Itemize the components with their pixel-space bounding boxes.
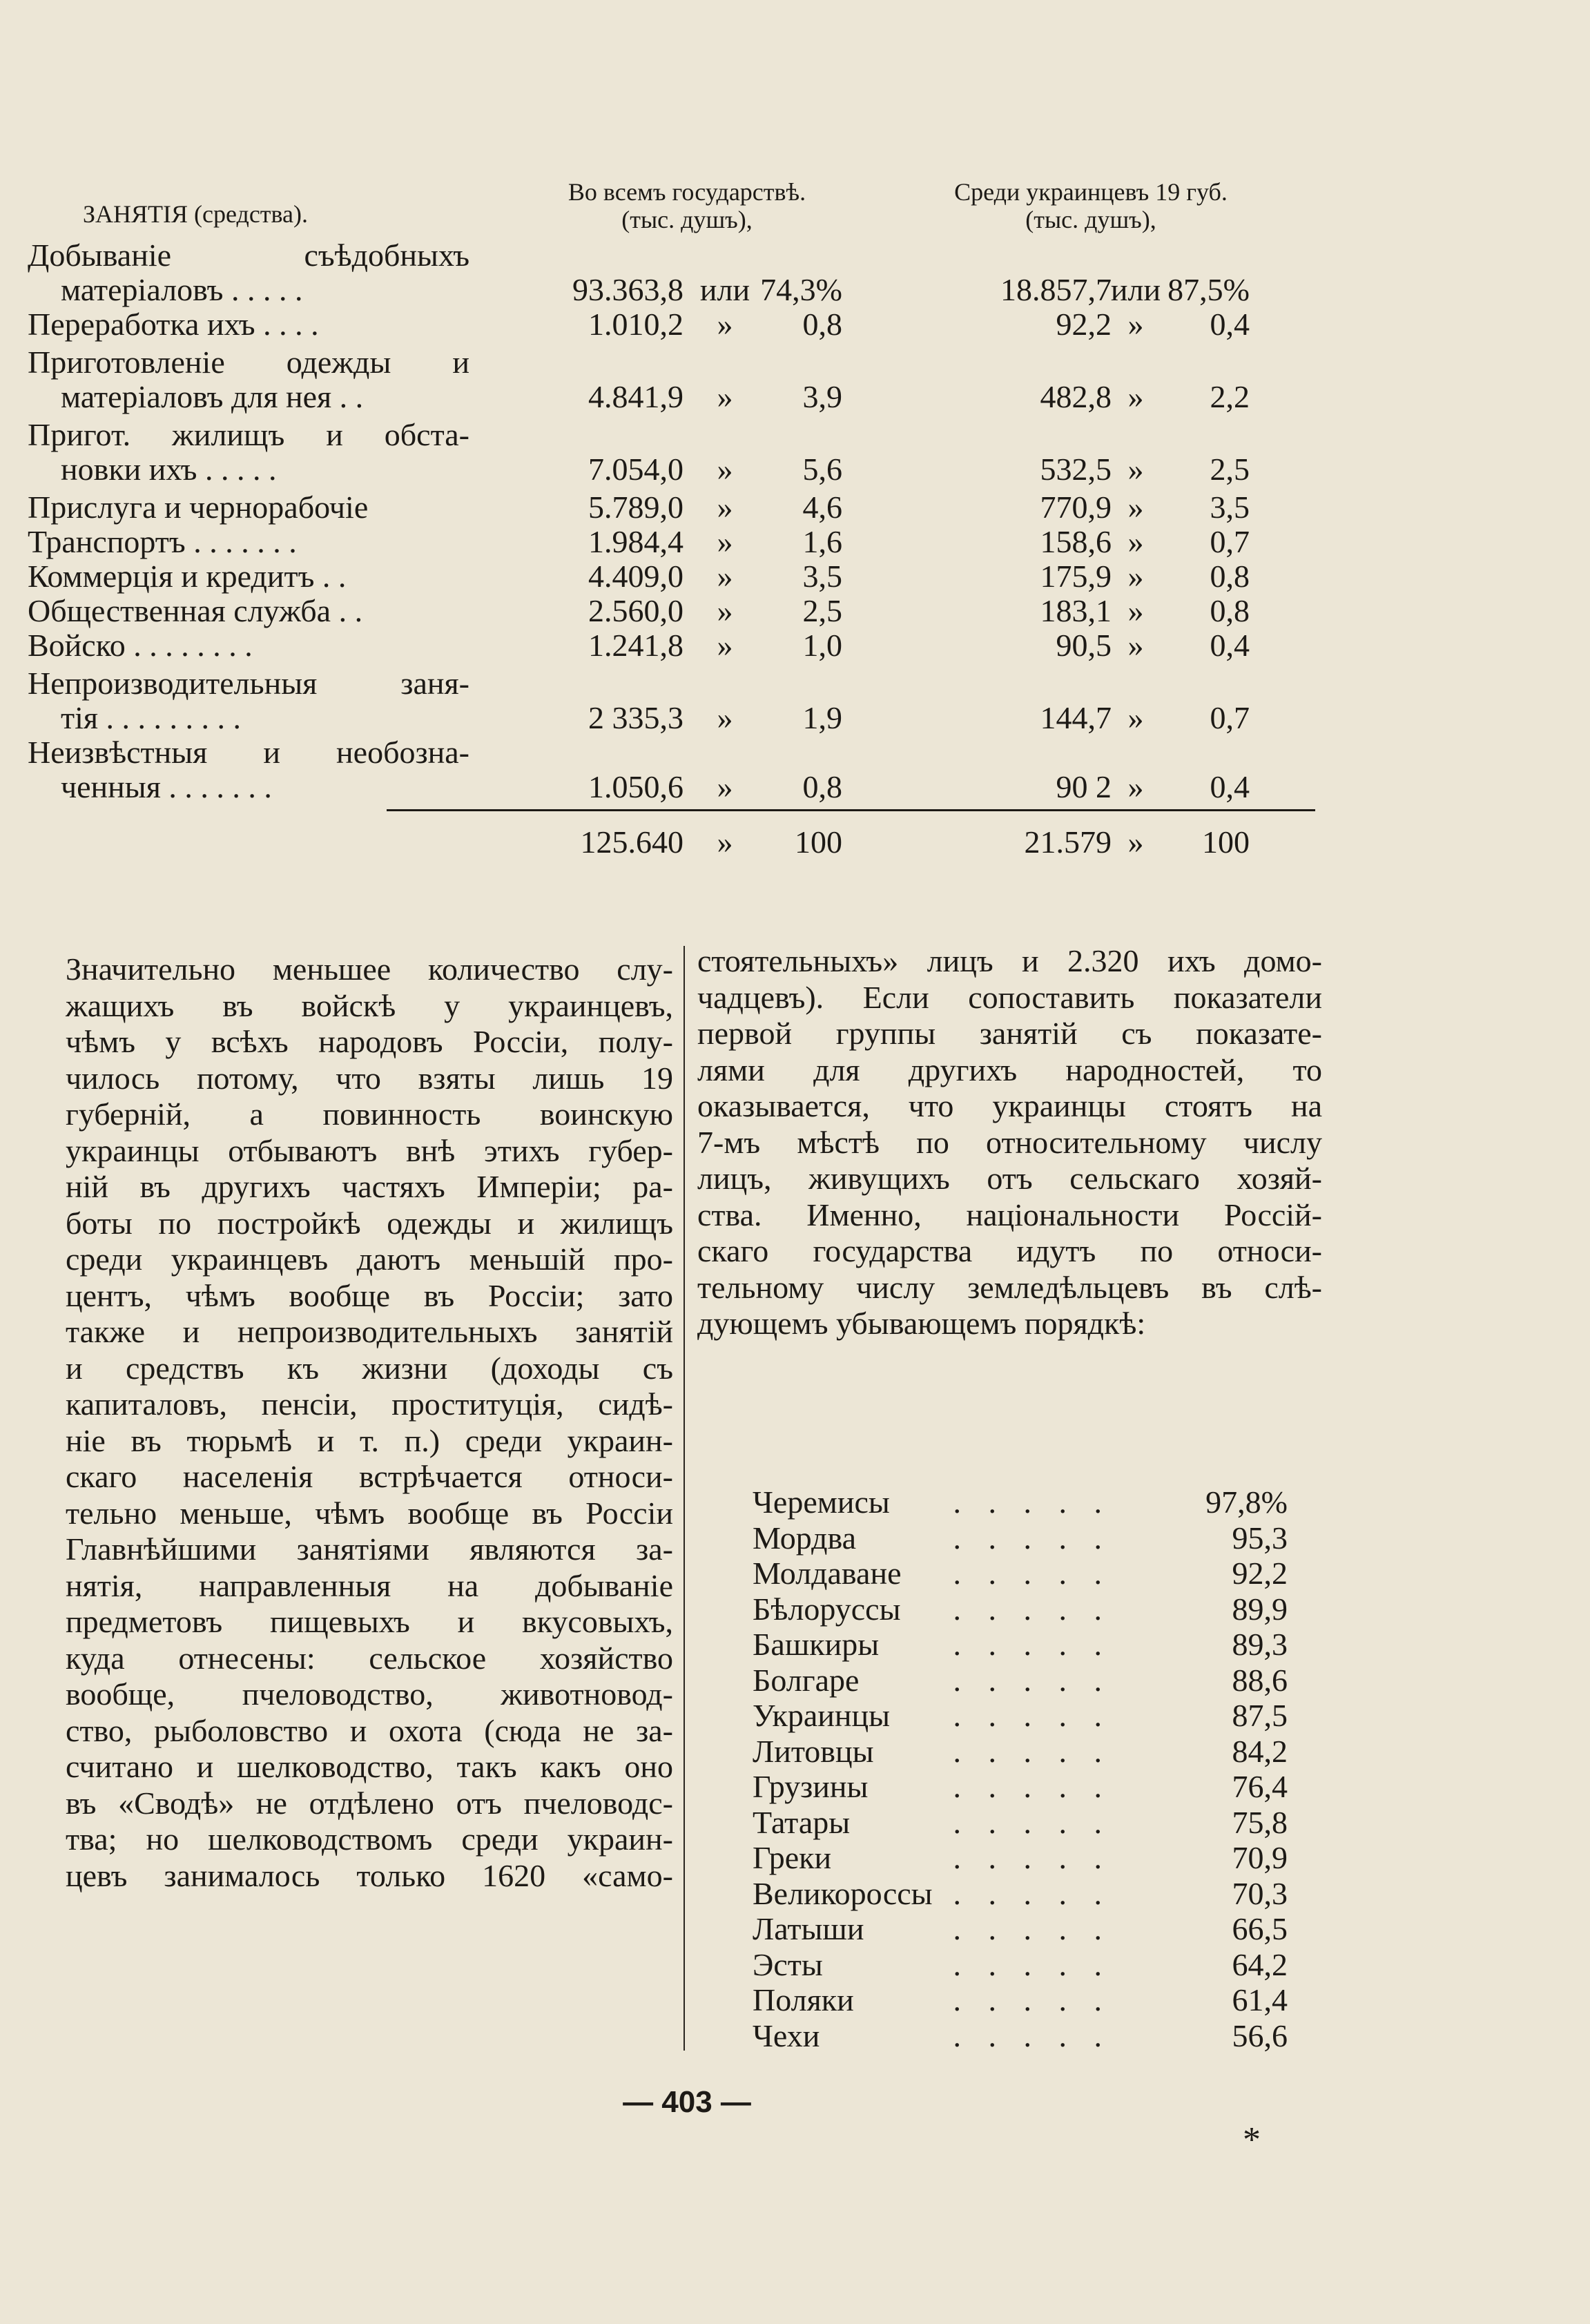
row-value-ukr: 18.857,7 xyxy=(1000,272,1112,307)
row-label-line1: Непроизводительныя заня- xyxy=(28,666,469,701)
text-line: центъ, чѣмъ вообще въ Россіи; зато xyxy=(66,1277,673,1313)
row-label-line2: тія . . . . . . . . . xyxy=(61,700,242,735)
nationality-row xyxy=(753,1982,1305,2018)
nationality-name: Бѣлоруссы xyxy=(753,1591,901,1627)
leader-dots: . . . . . xyxy=(953,1591,1112,1627)
row-value-state: 5.789,0 xyxy=(588,490,683,525)
row-value-ukr: 90,5 xyxy=(1056,628,1112,663)
text-line: чилось потому, что взяты лишь 19 xyxy=(66,1060,673,1096)
footer-asterisk: * xyxy=(1243,2120,1261,2160)
row-mark-ukr: » xyxy=(1127,593,1144,628)
nationality-row xyxy=(753,1840,1305,1876)
row-pct-ukr: 87,5% xyxy=(1167,272,1250,307)
nationality-value: 56,6 xyxy=(1232,2017,1288,2053)
leader-dots: . . . . . xyxy=(953,1733,1112,1769)
row-value-state: 1.984,4 xyxy=(588,524,683,559)
row-value-state: 1.010,2 xyxy=(588,307,683,342)
row-mark-state: » xyxy=(717,379,733,414)
row-value-state: 2 335,3 xyxy=(588,700,683,735)
row-label-line1: Добываніе съѣдобныхъ xyxy=(28,238,469,273)
nationality-row xyxy=(753,1663,1305,1698)
row-value-state: 4.409,0 xyxy=(588,559,683,594)
leader-dots: . . . . . xyxy=(953,1484,1112,1520)
text-line: боты по постройкѣ одежды и жилищъ xyxy=(66,1205,673,1241)
row-label xyxy=(28,735,469,804)
table-header-ukr-line2: (тыс. душъ), xyxy=(1025,206,1156,233)
row-pct-state: 0,8 xyxy=(802,769,842,804)
row-mark-state: » xyxy=(717,769,733,804)
row-label-line2: ченныя . . . . . . . xyxy=(61,769,272,804)
total-ukr: 21.579 xyxy=(1024,824,1112,860)
nationality-name: Мордва xyxy=(753,1520,857,1556)
nationality-name: Эсты xyxy=(753,1946,823,1982)
text-line: ства. Именно, національности Россій- xyxy=(697,1197,1322,1232)
text-line: въ «Сводѣ» не отдѣлено отъ пчеловодс- xyxy=(66,1785,673,1821)
row-pct-ukr: 0,7 xyxy=(1210,700,1250,735)
text-line: первой группы занятій съ показате- xyxy=(697,1016,1322,1051)
nationality-row xyxy=(753,1627,1305,1663)
row-value-ukr: 770,9 xyxy=(1040,490,1112,525)
row-pct-ukr: 0,8 xyxy=(1210,559,1250,594)
total-state: 125.640 xyxy=(580,824,683,860)
row-mark-ukr: » xyxy=(1127,769,1144,804)
row-label-line1: Приготовленіе одежды и xyxy=(28,345,469,380)
nationality-row xyxy=(753,1769,1305,1805)
nationalities-list xyxy=(753,1484,1305,2053)
row-pct-state: 0,8 xyxy=(802,307,842,342)
text-line: вообще, пчеловодство, животновод- xyxy=(66,1676,673,1712)
row-pct-state: 2,5 xyxy=(802,593,842,628)
total-mark-ukr: » xyxy=(1127,824,1144,860)
row-pct-state: 3,5 xyxy=(802,559,842,594)
nationality-name: Болгаре xyxy=(753,1662,860,1698)
nationality-name: Поляки xyxy=(753,1982,854,2017)
nationality-row xyxy=(753,2018,1305,2054)
text-line: лями для другихъ народностей, то xyxy=(697,1052,1322,1087)
nationality-name: Греки xyxy=(753,1840,832,1875)
text-line: Значительно меньшее количество слу- xyxy=(66,951,673,987)
nationality-row xyxy=(753,1911,1305,1947)
row-value-ukr: 175,9 xyxy=(1040,559,1112,594)
nationality-value: 88,6 xyxy=(1232,1662,1288,1698)
text-line: тельно меньше, чѣмъ вообще въ Россіи xyxy=(66,1495,673,1531)
leader-dots: . . . . . xyxy=(953,1627,1112,1662)
text-line: среди украинцевъ даютъ меньшій про- xyxy=(66,1241,673,1277)
row-mark-ukr: » xyxy=(1127,490,1144,525)
row-pct-state: 3,9 xyxy=(802,379,842,414)
nationality-row xyxy=(753,1520,1305,1556)
text-line: дующемъ убывающемъ порядкѣ: xyxy=(697,1306,1146,1341)
leader-dots: . . . . . xyxy=(953,1698,1112,1733)
row-value-ukr: 183,1 xyxy=(1040,593,1112,628)
leader-dots: . . . . . xyxy=(953,1769,1112,1804)
nationality-row xyxy=(753,1805,1305,1841)
total-pct-state: 100 xyxy=(795,824,842,860)
text-line: губерній, а повинность воинскую xyxy=(66,1096,673,1132)
text-line: скаго государства идутъ по относи- xyxy=(697,1233,1322,1268)
row-label xyxy=(28,628,469,663)
row-mark-ukr: » xyxy=(1127,452,1144,487)
row-value-ukr: 92,2 xyxy=(1056,307,1112,342)
nationality-row xyxy=(753,1484,1305,1520)
nationality-name: Грузины xyxy=(753,1769,869,1804)
row-value-ukr: 144,7 xyxy=(1040,700,1112,735)
text-line: стоятельныхъ» лицъ и 2.320 ихъ домо- xyxy=(697,943,1322,978)
nationality-value: 97,8% xyxy=(1205,1484,1288,1520)
row-label-line2: матеріаловъ для нея . . xyxy=(61,379,364,414)
row-mark-ukr: » xyxy=(1127,524,1144,559)
row-label-line1: Неизвѣстныя и необозна- xyxy=(28,735,469,770)
text-line: скаго населенія встрѣчается относи- xyxy=(66,1459,673,1494)
nationality-name: Украинцы xyxy=(753,1698,891,1733)
nationality-value: 66,5 xyxy=(1232,1911,1288,1946)
row-value-state: 1.241,8 xyxy=(588,628,683,663)
row-mark-state: » xyxy=(717,490,733,525)
nationality-value: 87,5 xyxy=(1232,1698,1288,1733)
text-line: чадцевъ). Если сопоставить показатели xyxy=(697,979,1322,1015)
text-line: жащихъ въ войскѣ у украинцевъ, xyxy=(66,987,673,1023)
table-header-state-line2: (тыс. душъ), xyxy=(621,206,753,233)
nationality-name: Чехи xyxy=(753,2017,820,2053)
nationality-name: Великороссы xyxy=(753,1875,933,1911)
row-label xyxy=(28,490,469,525)
nationality-name: Молдаване xyxy=(753,1556,902,1591)
text-line: ній въ другихъ частяхъ Имперіи; ра- xyxy=(66,1169,673,1204)
text-line: тельному числу земледѣльцевъ въ слѣ- xyxy=(697,1269,1322,1305)
text-line: украинцы отбываютъ внѣ этихъ губер- xyxy=(66,1132,673,1168)
row-label-line1: Войско . . . . . . . . xyxy=(28,628,253,663)
row-value-state: 93.363,8 xyxy=(572,272,683,307)
row-label xyxy=(28,307,469,342)
row-mark-state: » xyxy=(717,524,733,559)
row-value-state: 2.560,0 xyxy=(588,593,683,628)
row-pct-state: 5,6 xyxy=(802,452,842,487)
row-label xyxy=(28,525,469,559)
row-mark-state: » xyxy=(717,452,733,487)
row-label xyxy=(28,418,469,487)
nationality-value: 75,8 xyxy=(1232,1804,1288,1840)
nationality-value: 92,2 xyxy=(1232,1556,1288,1591)
text-line: тва; но шелководствомъ среди украин- xyxy=(66,1821,673,1857)
nationality-row xyxy=(753,1698,1305,1734)
text-line: капиталовъ, пенсіи, проституція, сидѣ- xyxy=(66,1386,673,1422)
nationality-row xyxy=(753,1876,1305,1912)
text-line: чѣмъ у всѣхъ народовъ Россіи, полу- xyxy=(66,1024,673,1059)
text-line: ніе въ тюрьмѣ и т. п.) среди украин- xyxy=(66,1422,673,1458)
row-label xyxy=(28,238,469,307)
row-value-ukr: 482,8 xyxy=(1040,379,1112,414)
row-value-ukr: 90 2 xyxy=(1056,769,1112,804)
row-value-state: 1.050,6 xyxy=(588,769,683,804)
text-line: также и непроизводительныхъ занятій xyxy=(66,1314,673,1349)
text-line: лицъ, живущихъ отъ сельскаго хозяй- xyxy=(697,1161,1322,1196)
leader-dots: . . . . . xyxy=(953,1875,1112,1911)
nationality-value: 64,2 xyxy=(1232,1946,1288,1982)
row-pct-ukr: 2,5 xyxy=(1210,452,1250,487)
row-label xyxy=(28,559,469,594)
row-pct-ukr: 0,4 xyxy=(1210,769,1250,804)
row-label-line2: новки ихъ . . . . . xyxy=(61,452,277,487)
nationality-value: 61,4 xyxy=(1232,1982,1288,2017)
text-line: и средствъ къ жизни (доходы съ xyxy=(66,1350,673,1386)
row-label-line1: Транспортъ . . . . . . . xyxy=(28,524,297,559)
row-mark-ukr: » xyxy=(1127,628,1144,663)
table-header-ukr-line1: Среди украинцевъ 19 губ. xyxy=(954,178,1228,206)
text-line: Главнѣйшими занятіями являются за- xyxy=(66,1531,673,1567)
nationality-value: 95,3 xyxy=(1232,1520,1288,1556)
nationality-name: Латыши xyxy=(753,1911,864,1946)
row-pct-ukr: 3,5 xyxy=(1210,490,1250,525)
row-pct-state: 74,3% xyxy=(760,272,842,307)
text-line: куда отнесены: сельское хозяйство xyxy=(66,1640,673,1676)
row-value-ukr: 158,6 xyxy=(1040,524,1112,559)
text-line: 7-мъ мѣстѣ по относительному числу xyxy=(697,1124,1322,1160)
nationality-value: 89,9 xyxy=(1232,1591,1288,1627)
total-mark-state: » xyxy=(717,824,733,860)
nationality-name: Литовцы xyxy=(753,1733,874,1769)
nationality-value: 70,9 xyxy=(1232,1840,1288,1875)
row-mark-ukr: или xyxy=(1110,272,1161,307)
row-value-state: 4.841,9 xyxy=(588,379,683,414)
text-line: ство, рыболовство и охота (сюда не за- xyxy=(66,1712,673,1748)
nationality-row xyxy=(753,1591,1305,1627)
leader-dots: . . . . . xyxy=(953,1804,1112,1840)
row-pct-state: 4,6 xyxy=(802,490,842,525)
row-mark-state: » xyxy=(717,307,733,342)
row-mark-state: или xyxy=(699,272,750,307)
leader-dots: . . . . . xyxy=(953,1911,1112,1946)
row-label-line1: Коммерція и кредитъ . . xyxy=(28,559,347,594)
row-label-line1: Общественная служба . . xyxy=(28,593,363,628)
row-label-line1: Пригот. жилищъ и обста- xyxy=(28,417,469,452)
nationality-value: 70,3 xyxy=(1232,1875,1288,1911)
column-divider xyxy=(683,946,685,2051)
table-header-state-line1: Во всемъ государствѣ. xyxy=(568,178,806,206)
leader-dots: . . . . . xyxy=(953,1946,1112,1982)
text-line: оказывается, что украинцы стоятъ на xyxy=(697,1088,1322,1123)
nationality-row xyxy=(753,1947,1305,1983)
row-pct-state: 1,0 xyxy=(802,628,842,663)
nationality-value: 84,2 xyxy=(1232,1733,1288,1769)
row-value-state: 7.054,0 xyxy=(588,452,683,487)
text-line: предметовъ пищевыхъ и вкусовыхъ, xyxy=(66,1604,673,1639)
row-label-line2: матеріаловъ . . . . . xyxy=(61,272,303,307)
nationality-name: Татары xyxy=(753,1804,851,1840)
leader-dots: . . . . . xyxy=(953,2017,1112,2053)
text-line: нятія, направленныя на добываніе xyxy=(66,1567,673,1603)
page-number: — 403 — xyxy=(623,2085,751,2119)
left-text-column xyxy=(66,951,673,1894)
leader-dots: . . . . . xyxy=(953,1662,1112,1698)
leader-dots: . . . . . xyxy=(953,1556,1112,1591)
row-mark-state: » xyxy=(717,628,733,663)
row-mark-ukr: » xyxy=(1127,700,1144,735)
row-pct-ukr: 2,2 xyxy=(1210,379,1250,414)
leader-dots: . . . . . xyxy=(953,1982,1112,2017)
row-mark-state: » xyxy=(717,559,733,594)
leader-dots: . . . . . xyxy=(953,1840,1112,1875)
row-label xyxy=(28,345,469,414)
nationality-name: Башкиры xyxy=(753,1627,880,1662)
nationality-value: 89,3 xyxy=(1232,1627,1288,1662)
row-mark-ukr: » xyxy=(1127,559,1144,594)
row-label-line1: Прислуга и чернорабочіе xyxy=(28,490,369,525)
right-text-column xyxy=(697,943,1322,1342)
nationality-value: 76,4 xyxy=(1232,1769,1288,1804)
nationality-row xyxy=(753,1556,1305,1591)
leader-dots: . . . . . xyxy=(953,1520,1112,1556)
row-pct-ukr: 0,8 xyxy=(1210,593,1250,628)
row-pct-state: 1,9 xyxy=(802,700,842,735)
row-mark-ukr: » xyxy=(1127,379,1144,414)
row-value-ukr: 532,5 xyxy=(1040,452,1112,487)
nationality-name: Черемисы xyxy=(753,1484,890,1520)
total-pct-ukr: 100 xyxy=(1202,824,1250,860)
table-total-rule xyxy=(387,809,1315,811)
table-header-ukrainians xyxy=(891,178,1291,233)
row-pct-ukr: 0,7 xyxy=(1210,524,1250,559)
row-mark-state: » xyxy=(717,700,733,735)
row-mark-state: » xyxy=(717,593,733,628)
row-label xyxy=(28,594,469,628)
row-label xyxy=(28,666,469,735)
row-mark-ukr: » xyxy=(1127,307,1144,342)
table-header-state xyxy=(507,178,866,233)
nationality-row xyxy=(753,1734,1305,1770)
text-line: цевъ занималось только 1620 «само- xyxy=(66,1857,673,1893)
text-line: считано и шелководство, такъ какъ оно xyxy=(66,1749,673,1784)
row-pct-ukr: 0,4 xyxy=(1210,307,1250,342)
row-pct-state: 1,6 xyxy=(802,524,842,559)
table-header-occupation: ЗАНЯТІЯ (средства). xyxy=(83,200,309,228)
row-label-line1: Переработка ихъ . . . . xyxy=(28,307,319,342)
row-pct-ukr: 0,4 xyxy=(1210,628,1250,663)
